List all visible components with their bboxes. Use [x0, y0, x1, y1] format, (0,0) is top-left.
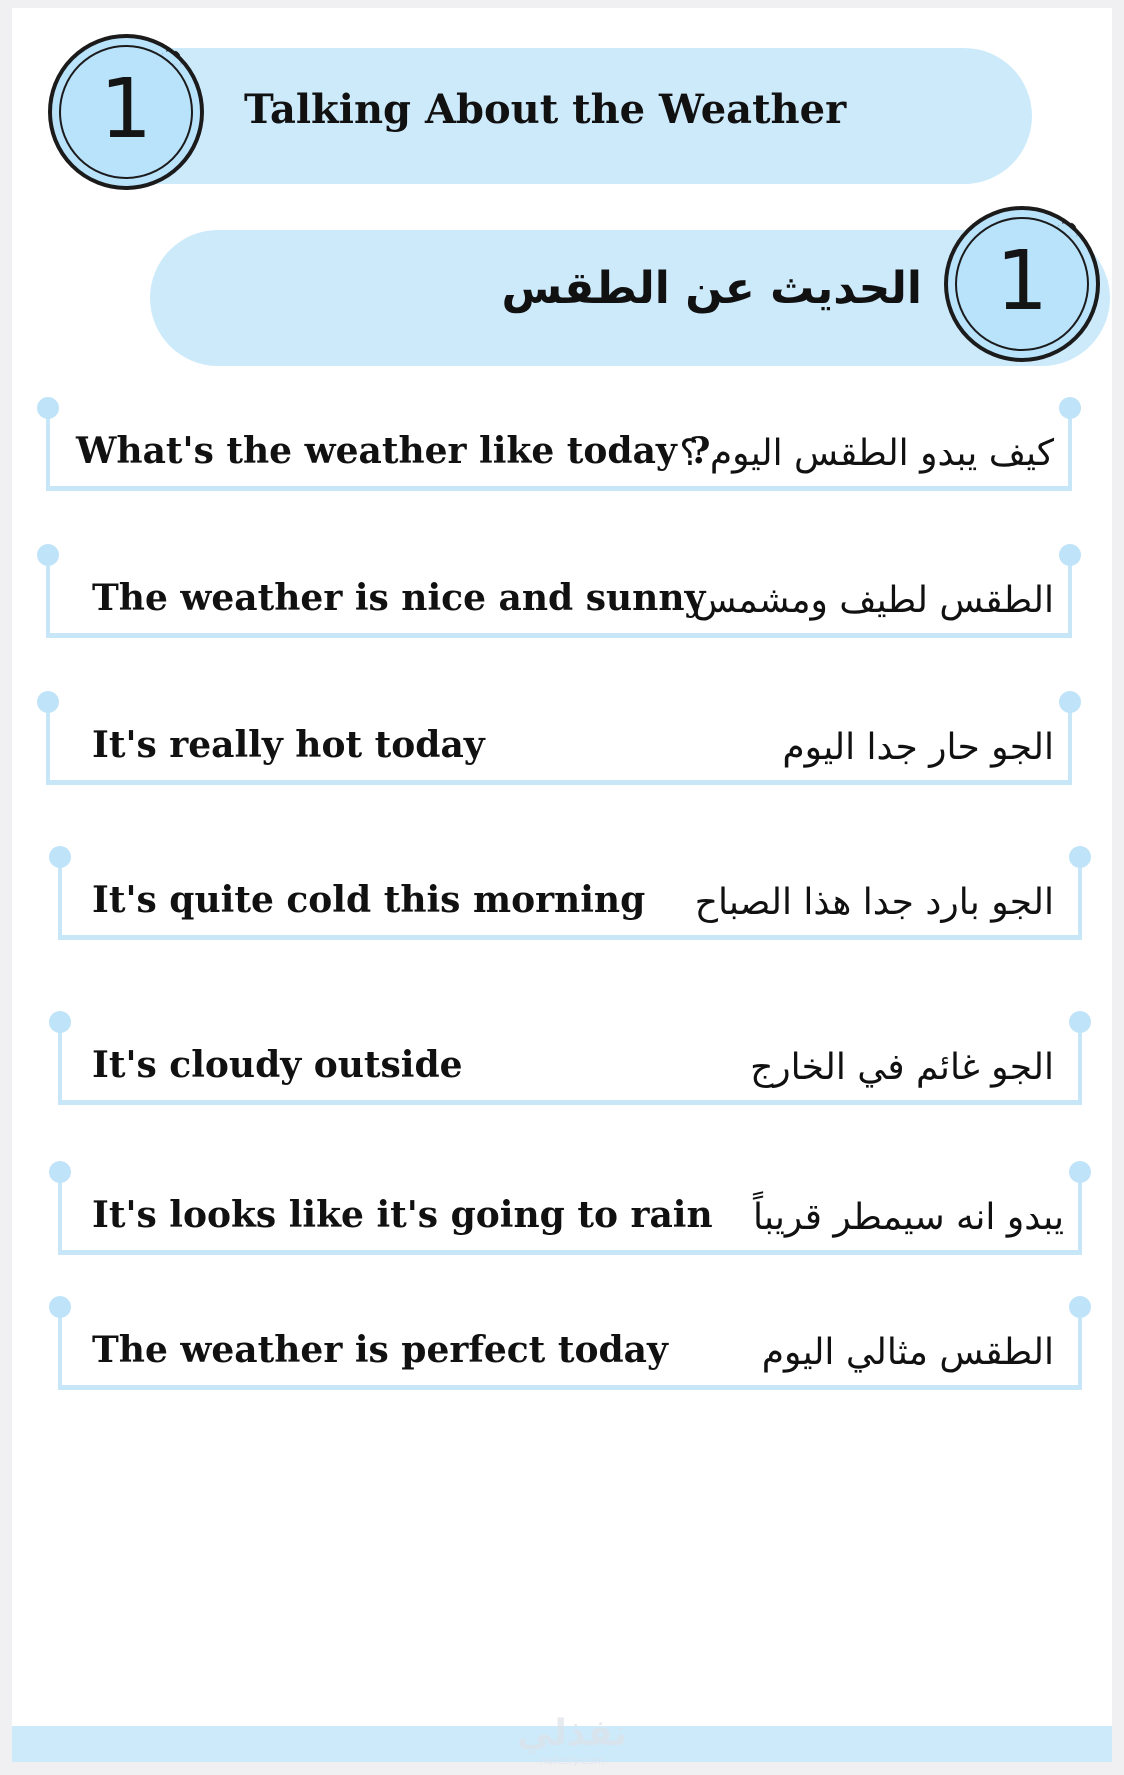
row-dot-left [49, 1011, 71, 1033]
english-number-badge [48, 34, 204, 190]
row-dot-left [37, 397, 59, 419]
phrase-row [58, 1175, 1082, 1255]
phrase-arabic: الطقس لطيف ومشمس [692, 580, 1054, 621]
arabic-title: الحديث عن الطقس [501, 263, 922, 314]
arabic-badge-number: 1 [995, 234, 1049, 329]
row-dot-left [49, 846, 71, 868]
phrase-arabic: يبدو انه سيمطر قريباً [753, 1197, 1064, 1238]
row-dot-left [49, 1296, 71, 1318]
row-dot-left [37, 544, 59, 566]
phrase-row [46, 558, 1072, 638]
row-dot-right [1069, 1161, 1091, 1183]
row-dot-right [1059, 691, 1081, 713]
phrase-english: What's the weather like today ? [76, 430, 711, 472]
phrase-arabic: كيف يبدو الطقس اليوم ؟ [679, 433, 1054, 474]
watermark-url: nafezly.com [539, 1754, 605, 1767]
phrase-row [46, 705, 1072, 785]
phrase-row [58, 1025, 1082, 1105]
arabic-number-badge [944, 206, 1100, 362]
row-dot-right [1069, 1011, 1091, 1033]
row-dot-right [1059, 397, 1081, 419]
phrase-english: It's looks like it's going to rain [92, 1194, 713, 1236]
phrase-row [58, 1310, 1082, 1390]
watermark-logo: نفذلي [516, 1713, 628, 1754]
watermark [492, 1714, 652, 1768]
phrase-row [46, 411, 1072, 491]
row-dot-right [1069, 1296, 1091, 1318]
row-dot-right [1069, 846, 1091, 868]
row-dot-left [37, 691, 59, 713]
phrase-english: It's quite cold this morning [92, 879, 646, 921]
phrase-arabic: الجو بارد جدا هذا الصباح [694, 882, 1054, 923]
phrase-arabic: الجو حار جدا اليوم [782, 727, 1054, 768]
english-badge-number: 1 [99, 62, 153, 157]
phrase-english: It's really hot today [92, 724, 485, 766]
page-sheet [12, 8, 1112, 1767]
row-dot-left [49, 1161, 71, 1183]
english-title: Talking About the Weather [244, 86, 847, 133]
phrase-english: It's cloudy outside [92, 1044, 463, 1086]
phrase-arabic: الطقس مثالي اليوم [761, 1332, 1054, 1373]
row-dot-right [1059, 544, 1081, 566]
phrase-english: The weather is nice and sunny [92, 577, 706, 619]
phrase-row [58, 860, 1082, 940]
phrase-arabic: الجو غائم في الخارج [750, 1047, 1054, 1088]
phrase-english: The weather is perfect today [92, 1329, 668, 1371]
